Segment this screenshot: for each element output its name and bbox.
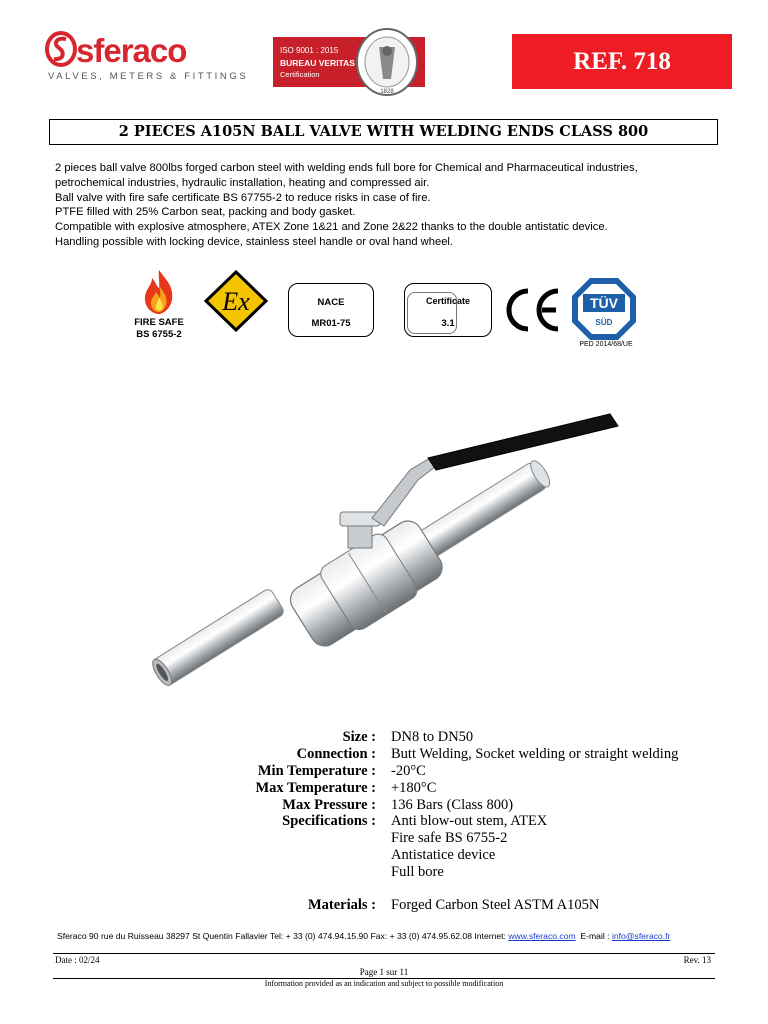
email-label: E-mail : <box>575 931 612 941</box>
ball-valve-illustration <box>140 400 620 700</box>
bureau-veritas-seal-icon <box>355 27 419 97</box>
certificate-type: 3.1 <box>441 318 455 329</box>
ped-directive: PED 2014/68/UE <box>579 341 633 348</box>
tuv-label: TÜV <box>590 295 618 311</box>
spec-value-size: DN8 to DN50 <box>391 729 474 745</box>
spec-value-antistatic: Antistatice device <box>391 847 496 863</box>
bureau-veritas-certification <box>273 37 425 95</box>
document-date: Date : 02/24 <box>55 955 100 965</box>
spec-value-fire-safe: Fire safe BS 6755-2 <box>391 830 508 846</box>
brand-name: sferaco <box>76 32 187 69</box>
spec-value-max-pressure: 136 Bars (Class 800) <box>391 797 514 813</box>
disclaimer: Information provided as an indication and subject to possible modification <box>264 979 504 988</box>
spec-label-specifications: Specifications : <box>282 813 376 829</box>
spec-label-min-temperature: Min Temperature : <box>257 763 376 779</box>
spec-label-max-pressure: Max Pressure : <box>282 797 376 813</box>
ball-valve-product-image <box>140 400 620 700</box>
page-number: Page 1 sur 11 <box>359 967 409 977</box>
fire-safe-standard: BS 6755-2 <box>136 329 182 340</box>
description-line: Ball valve with fire safe certificate BS 67755-2 to reduce risks in case of fire. <box>55 191 431 204</box>
spec-label-materials: Materials : <box>307 897 376 913</box>
tuv-octagon-icon <box>570 276 638 342</box>
spec-value-connection: Butt Welding, Socket welding or straight welding <box>391 746 679 762</box>
sferaco-emblem-icon <box>44 30 78 68</box>
description-line: PTFE filled with 25% Carbon seat, packing and body gasket. <box>55 206 356 219</box>
spec-label-max-temperature: Max Temperature : <box>255 780 376 796</box>
description-line: petrochemical industries, hydraulic installation, heating and compressed air. <box>55 176 430 189</box>
spec-value-materials: Forged Carbon Steel ASTM A105N <box>391 897 600 913</box>
footer-divider <box>53 953 715 954</box>
bureau-veritas-label: BUREAU VERITAS <box>280 58 355 68</box>
certificate-badge <box>404 283 492 337</box>
product-title-box <box>49 119 718 145</box>
ex-hexagon-icon <box>203 270 269 332</box>
website-link[interactable]: www.sferaco.com <box>508 931 576 941</box>
spec-value-max-temperature: +180°C <box>391 780 437 796</box>
spec-value-min-temperature: -20°C <box>391 763 426 779</box>
ex-symbol: Ex <box>222 287 250 316</box>
certification-label: Certification <box>280 70 320 79</box>
description-line: 2 pieces ball valve 800lbs forged carbon steel with welding ends full bore for Chemical and Pharmaceutical industries, <box>55 162 638 174</box>
nace-standard: MR01-75 <box>311 318 351 329</box>
nace-badge <box>288 283 374 337</box>
product-title: 2 PIECES A105N BALL VALVE WITH WELDING ENDS CLASS 800 <box>118 123 649 140</box>
description-line: Compatible with explosive atmosphere, ATEX Zone 1&21 and Zone 2&22 thanks to the double antistatic device. <box>55 221 608 234</box>
product-description <box>55 161 735 250</box>
sferaco-logo <box>44 30 249 86</box>
flame-icon <box>140 268 178 316</box>
tuv-sud-badge <box>570 276 638 342</box>
spec-label-connection: Connection : <box>296 746 376 762</box>
spec-value-specifications: Anti blow-out stem, ATEX <box>391 813 548 829</box>
reference-box <box>512 34 732 89</box>
seal-year: 1828 <box>380 89 394 95</box>
atex-ex-badge <box>203 270 269 332</box>
ce-mark-icon <box>502 285 564 335</box>
brand-tagline: VALVES, METERS & FITTINGS <box>48 71 249 82</box>
tuv-sud-label: SÜD <box>595 318 613 327</box>
description-line: Handling possible with locking device, stainless steel handle or oval hand wheel. <box>55 235 454 248</box>
email-link[interactable]: info@sferaco.fr <box>611 931 671 941</box>
company-address <box>57 931 670 941</box>
spec-value-full-bore: Full bore <box>391 864 444 880</box>
ce-mark <box>502 285 564 335</box>
nace-label: NACE <box>317 297 345 308</box>
address-text: Sferaco 90 rue du Ruisseau 38297 St Quentin Fallavier Tel: + 33 (0) 474.94.15.90 Fax: + 33 (0) 474.95.62.08 Internet: <box>57 931 509 941</box>
document-revision: Rev. 13 <box>683 955 711 965</box>
reference-number: REF. 718 <box>573 48 671 75</box>
iso-label: ISO 9001 : 2015 <box>280 46 339 55</box>
fire-safe-badge <box>126 268 192 340</box>
fire-safe-label: FIRE SAFE <box>134 317 184 328</box>
spec-label-size: Size : <box>342 729 376 745</box>
certificate-label: Certificate <box>425 296 470 306</box>
